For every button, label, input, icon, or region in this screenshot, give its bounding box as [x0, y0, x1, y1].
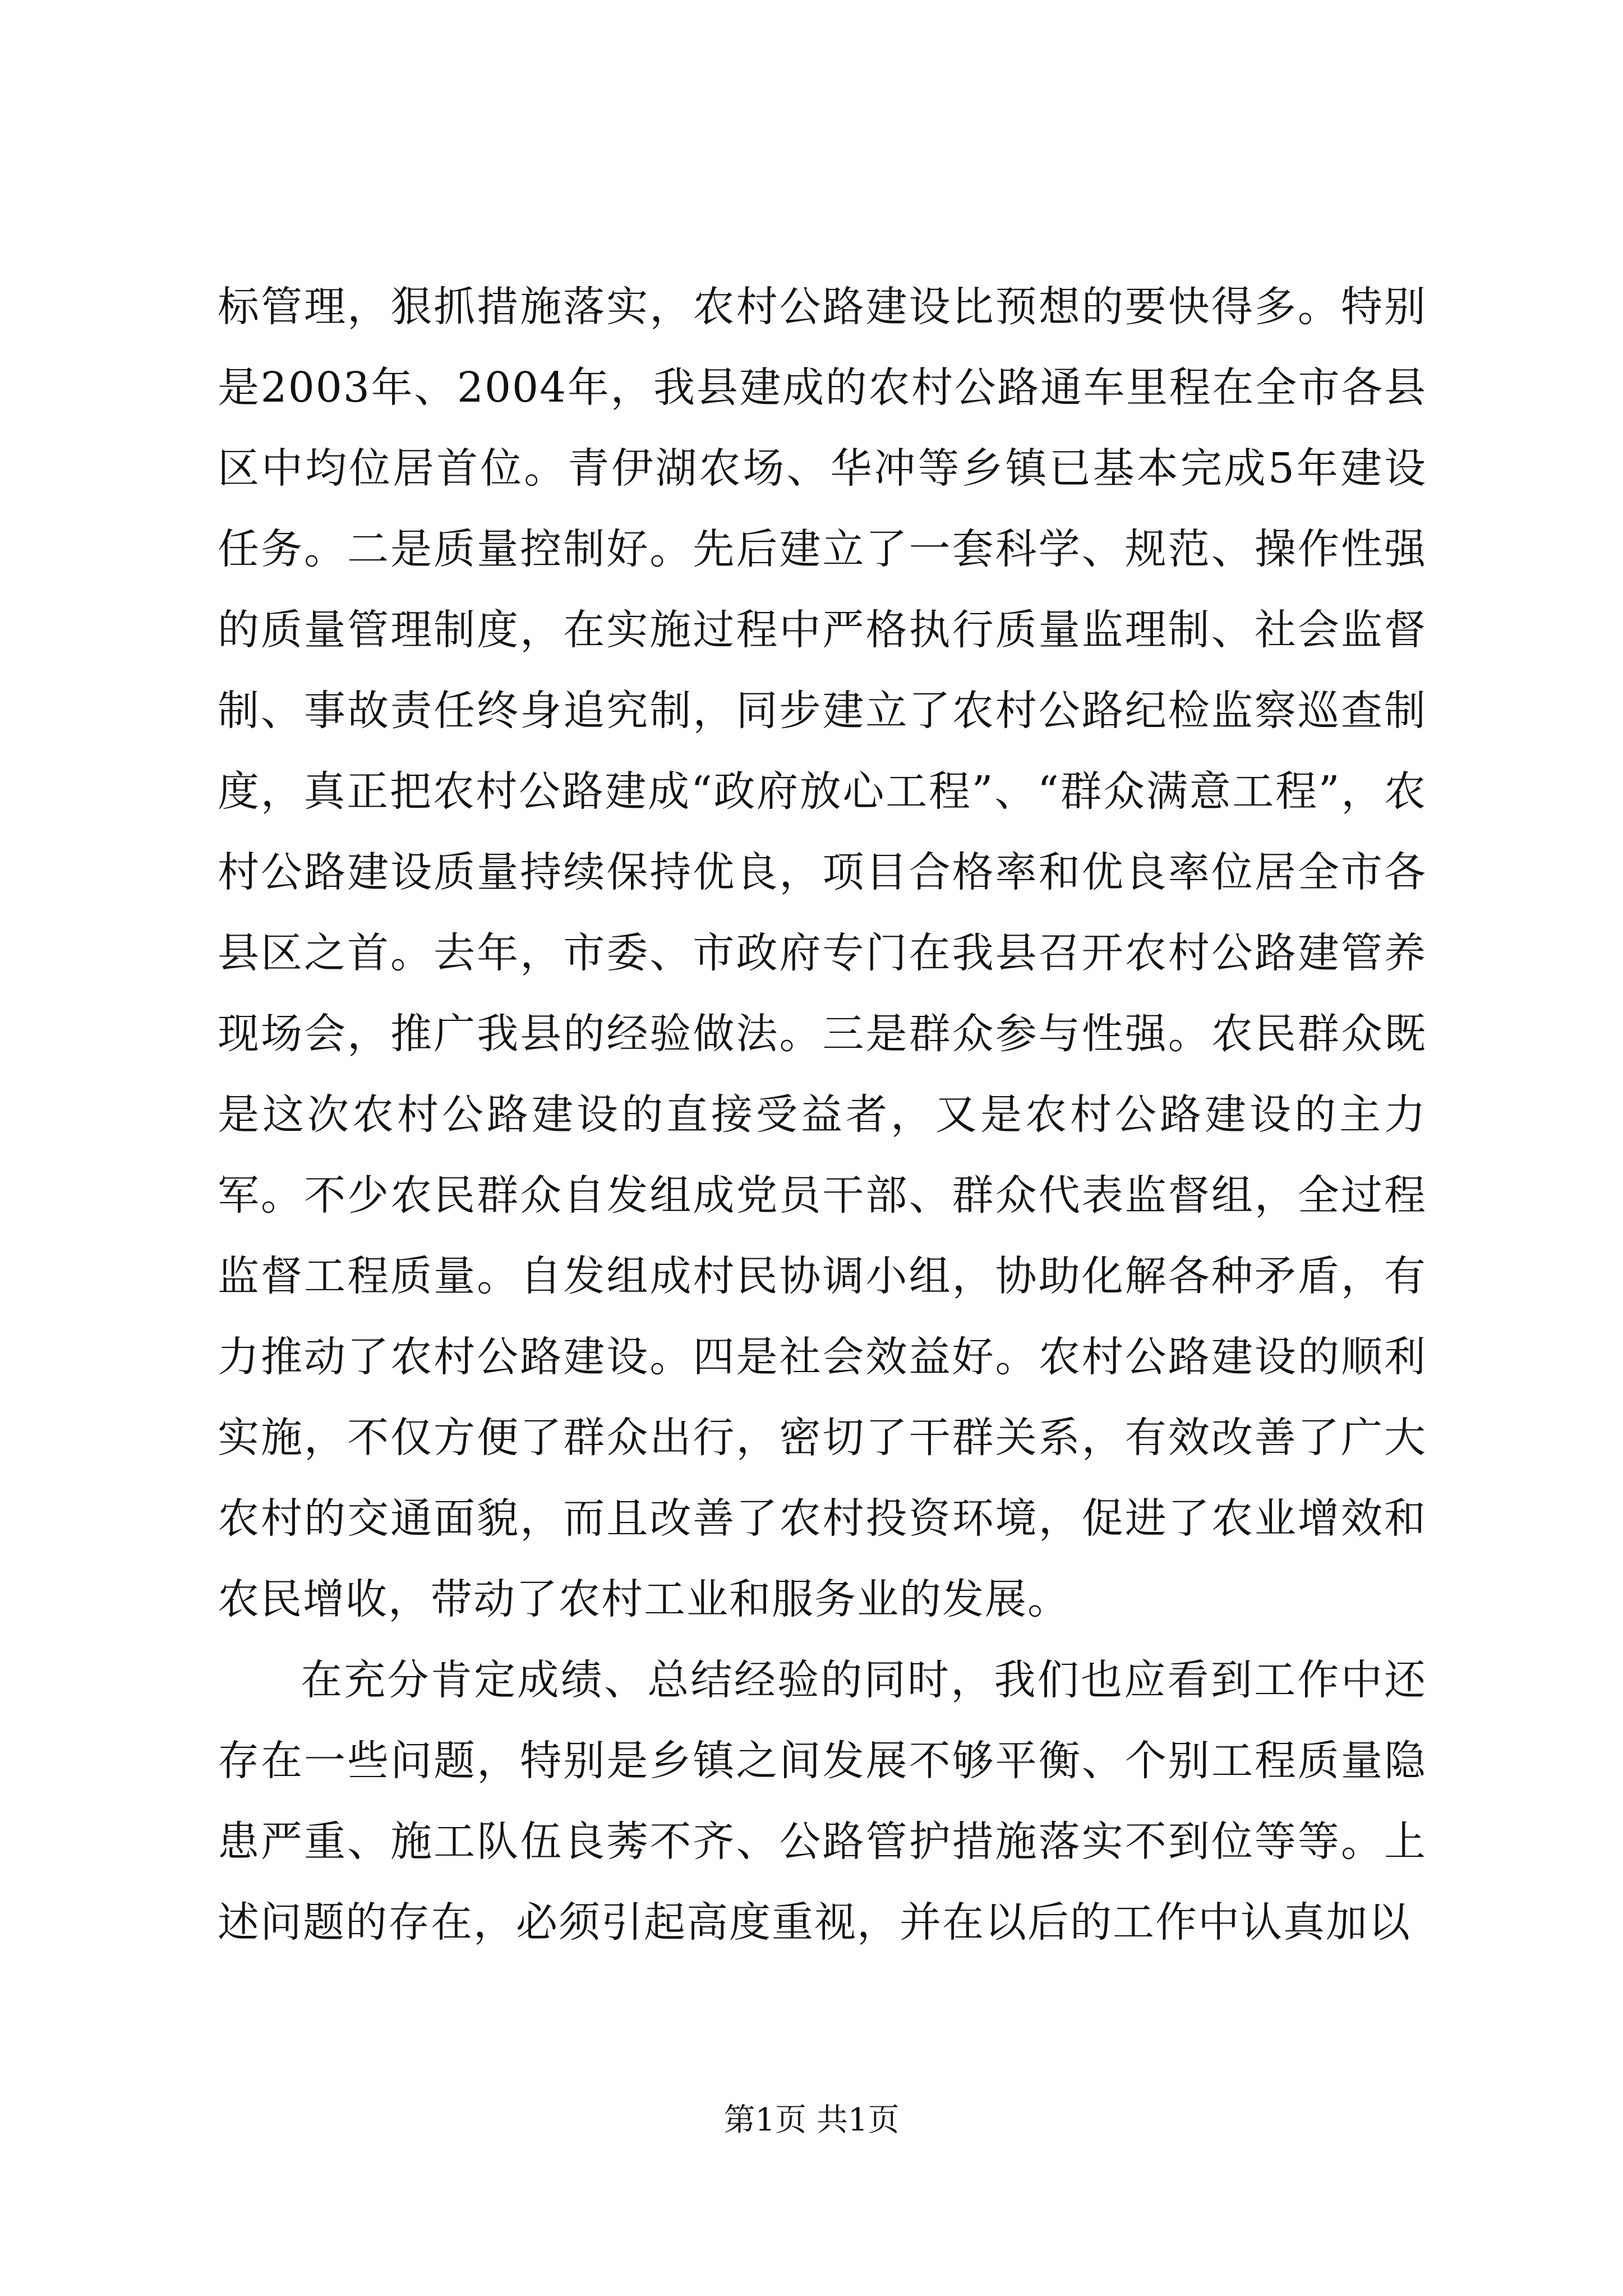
page-footer: 第1页 共1页 — [723, 2102, 900, 2138]
paragraph-2: 在充分肯定成绩、总结经验的同时，我们也应看到工作中还存在一些问题，特别是乡镇之间发展不够平衡、个别工程质量隐患严重、施工队伍良莠不齐、公路管护措施落实不到位等等。上述问题的存在，必须引起高度重视，并在以后的工作中认真加以 — [218, 1656, 1427, 1947]
paragraph-1: 标管理，狠抓措施落实，农村公路建设比预想的要快得多。特别是2003年、2004年，我县建成的农村公路通车里程在全市各县区中均位居首位。青伊湖农场、华冲等乡镇已基本完成5年建设任务。二是质量控制好。先后建立了一套科学、规范、操作性强的质量管理制度，在实施过程中严格执行质量监理制、社会监督制、事故责任终身追究制，同步建立了农村公路纪检监察巡查制度，真正把农村公路建成“政府放心工程”、“群众满意工程”，农村公路建设质量持续保持优良，项目合格率和优良率位居全市各县区之首。去年，市委、市政府专门在我县召开农村公路建管养现场会，推广我县的经验做法。三是群众参与性强。农民群众既是这次农村公路建设的直接受益者，又是农村公路建设的主力军。不少农民群众自发组成党员干部、群众代表监督组，全过程监督工程质量。自发组成村民协调小组，协助化解各种矛盾，有力推动了农村公路建设。四是社会效益好。农村公路建设的顺利实施，不仅方便了群众出行，密切了干群关系，有效改善了广大农村的交通面貌，而且改善了农村投资环境，促进了农业增效和农民增收，带动了农村工业和服务业的发展。 — [218, 283, 1427, 1623]
document-body — [218, 266, 1427, 1963]
